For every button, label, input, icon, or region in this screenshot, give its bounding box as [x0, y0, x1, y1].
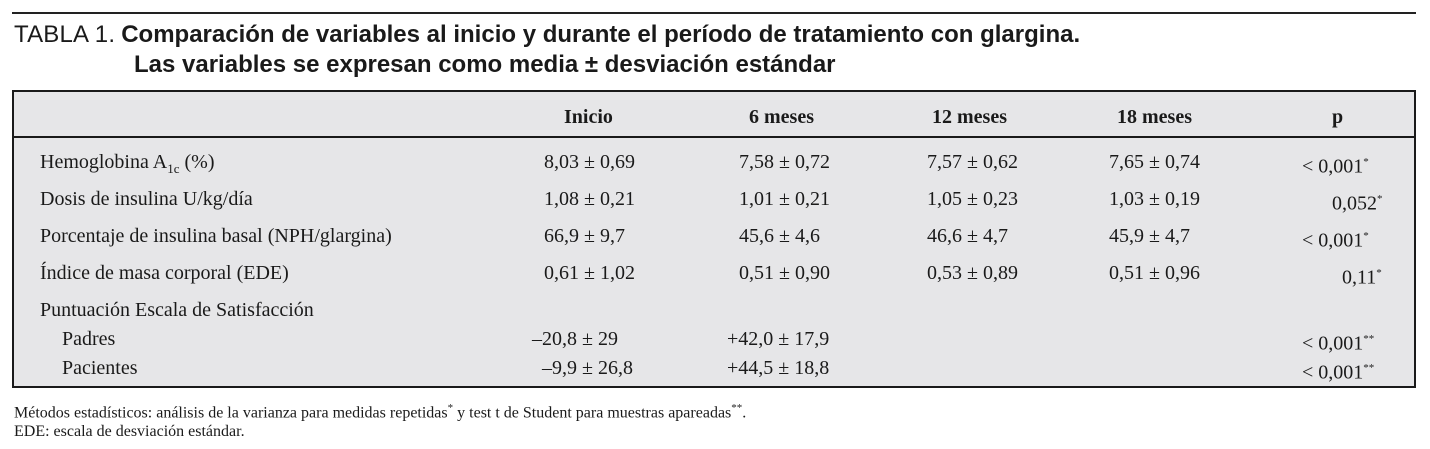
row-label: Hemoglobina $A_{1c}$ (%) — [40, 151, 215, 176]
footnote-ede: EDE: escala de desviación estándar. — [14, 423, 245, 440]
cell-12-meses: 7,57 ± 0,62 — [927, 151, 1018, 173]
title-line-2: Las variables se expresan como media ± desviación estándar — [134, 51, 836, 78]
cell-18-meses: 0,51 ± 0,96 — [1109, 262, 1200, 284]
table-header — [14, 92, 1414, 138]
cell-12-meses: 46,6 ± 4,7 — [927, 225, 1008, 247]
header-inicio: Inicio — [564, 106, 613, 128]
cell-18-meses: 1,03 ± 0,19 — [1109, 188, 1200, 210]
row-label: Dosis de insulina U/kg/día — [40, 188, 253, 210]
cell-18-meses: 7,65 ± 0,74 — [1109, 151, 1200, 173]
cell-inicio: 1,08 ± 0,21 — [544, 188, 635, 210]
row-label: Pacientes — [62, 357, 138, 379]
row-label: Porcentaje de insulina basal (NPH/glargina) — [40, 225, 392, 247]
table-number: TABLA 1. — [14, 21, 116, 48]
cell-6-meses: +42,0 ± 17,9 — [727, 328, 830, 350]
cell-6-meses: 45,6 ± 4,6 — [739, 225, 820, 247]
row-label: Padres — [62, 328, 116, 350]
cell-p: < 0,001** — [1302, 361, 1375, 384]
data-table — [12, 90, 1416, 388]
cell-p: < 0,001* — [1302, 229, 1369, 252]
cell-6-meses: 7,58 ± 0,72 — [739, 151, 830, 173]
cell-inicio: –9,9 ± 26,8 — [542, 357, 633, 379]
cell-p: < 0,001** — [1302, 332, 1375, 355]
header-12-meses: 12 meses — [932, 106, 1007, 128]
table-title — [14, 20, 1414, 80]
cell-p: < 0,001* — [1302, 155, 1369, 178]
top-rule — [12, 12, 1416, 14]
cell-6-meses: 1,01 ± 0,21 — [739, 188, 830, 210]
header-6-meses: 6 meses — [749, 106, 814, 128]
cell-inicio: 8,03 ± 0,69 — [544, 151, 635, 173]
cell-18-meses: 45,9 ± 4,7 — [1109, 225, 1190, 247]
row-label: Índice de masa corporal (EDE) — [40, 262, 289, 284]
cell-p: 0,11* — [1342, 266, 1382, 289]
footnote-methods: Métodos estadísticos: análisis de la varianza para medidas repetidas* y test t de Student para muestras apareadas**. — [14, 402, 747, 422]
header-18-meses: 18 meses — [1117, 106, 1192, 128]
cell-12-meses: 0,53 ± 0,89 — [927, 262, 1018, 284]
cell-6-meses: 0,51 ± 0,90 — [739, 262, 830, 284]
cell-p: 0,052* — [1332, 192, 1383, 215]
cell-12-meses: 1,05 ± 0,23 — [927, 188, 1018, 210]
row-group-label: Puntuación Escala de Satisfacción — [40, 299, 314, 321]
cell-inicio: 0,61 ± 1,02 — [544, 262, 635, 284]
title-line-1: Comparación de variables al inicio y durante el período de tratamiento con glargina. — [121, 21, 1081, 48]
cell-6-meses: +44,5 ± 18,8 — [727, 357, 830, 379]
cell-inicio: 66,9 ± 9,7 — [544, 225, 625, 247]
header-p: p — [1332, 106, 1344, 128]
cell-inicio: –20,8 ± 29 — [532, 328, 618, 350]
